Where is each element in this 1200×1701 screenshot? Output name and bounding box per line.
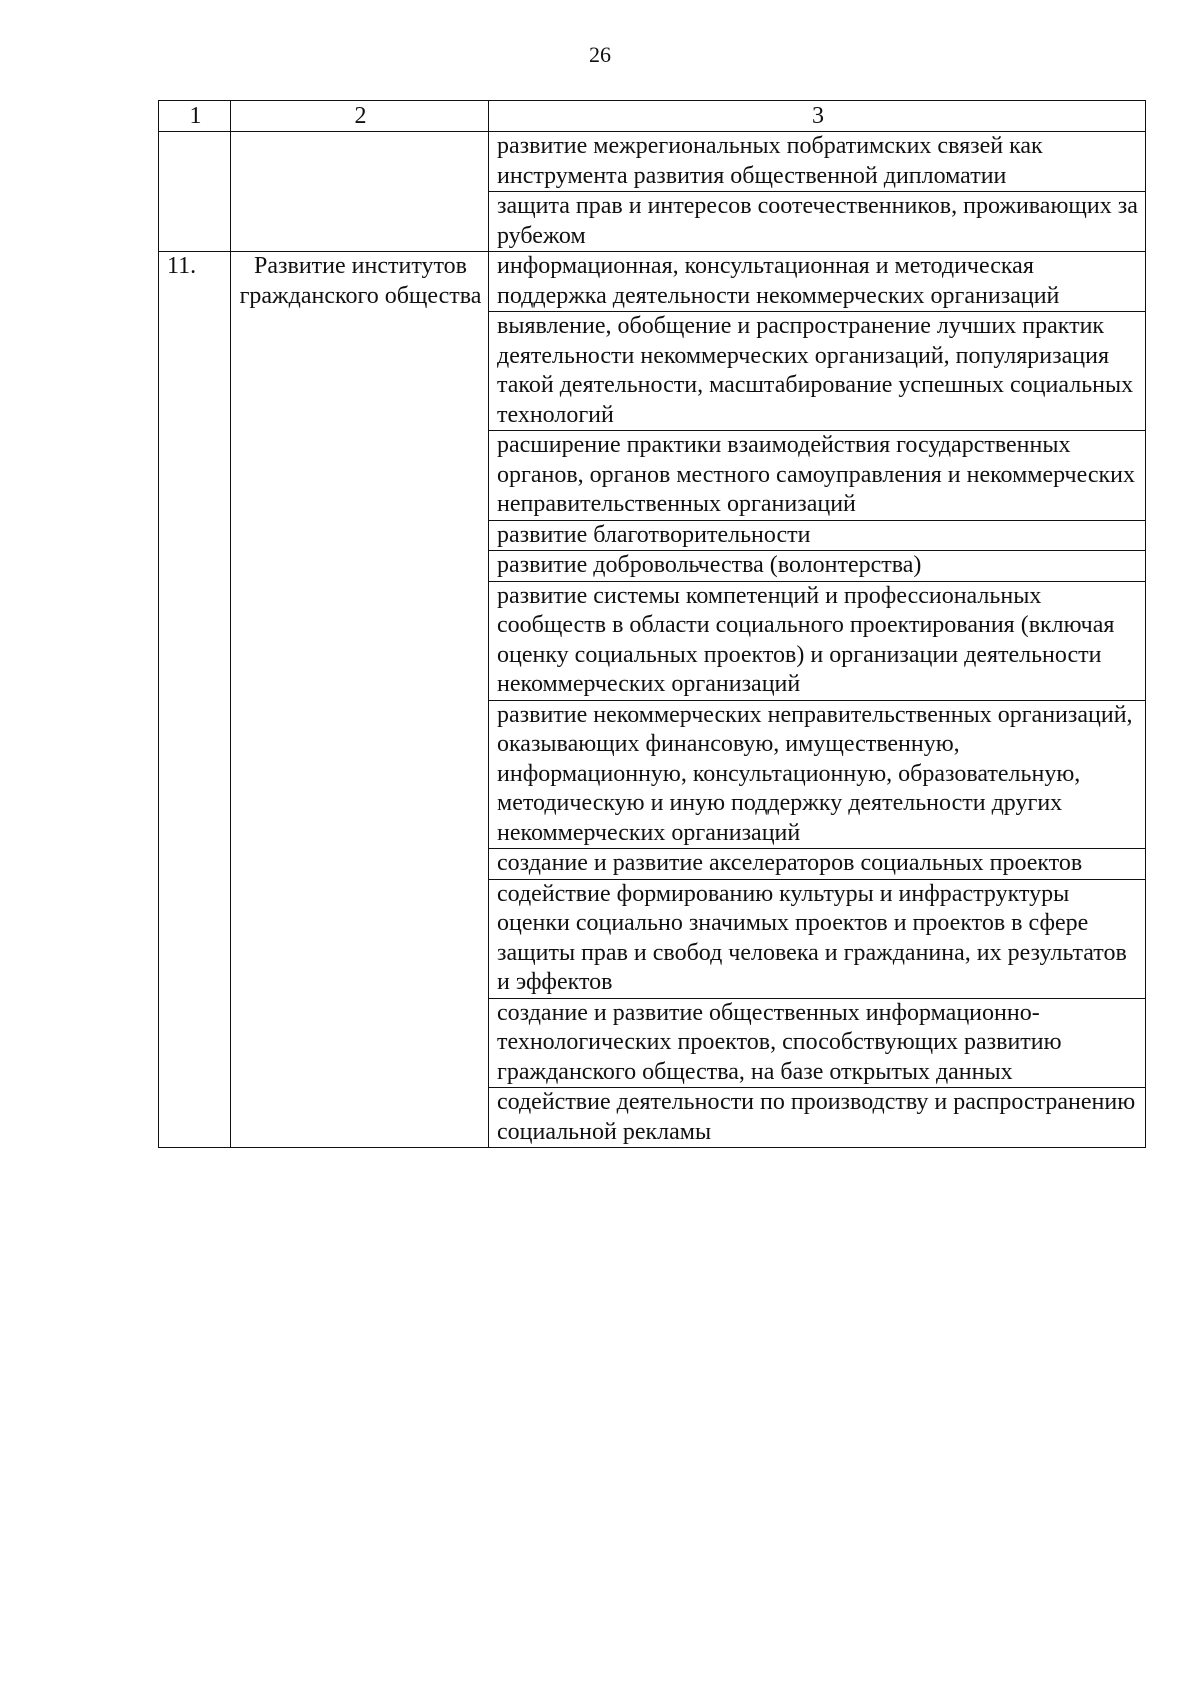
item-cell: развитие межрегиональных побратимских связей как инструмента развития общественной дипломатии <box>489 132 1146 192</box>
item-cell: выявление, обобщение и распространение лучших практик деятельности некоммерческих организаций, популяризация такой деятельности, масштабирование успешных социальных технологий <box>489 312 1146 431</box>
header-col-2: 2 <box>231 101 489 132</box>
item-cell: защита прав и интересов соотечественников, проживающих за рубежом <box>489 192 1146 252</box>
section-title-cell: Развитие институтов гражданского общества <box>231 252 489 1148</box>
item-cell: расширение практики взаимодействия государственных органов, органов местного самоуправления и некоммерческих неправительственных организаций <box>489 431 1146 521</box>
item-cell: содействие формированию культуры и инфраструктуры оценки социально значимых проектов и проектов в сфере защиты прав и свобод человека и гражданина, их результатов и эффектов <box>489 879 1146 998</box>
continuation-section-cell <box>231 132 489 252</box>
section-number-cell: 11. <box>159 252 231 1148</box>
item-cell: создание и развитие общественных информационно-технологических проектов, способствующих развитию гражданского общества, на базе открытых данных <box>489 998 1146 1088</box>
item-cell: содействие деятельности по производству и распространению социальной рекламы <box>489 1088 1146 1148</box>
plan-table <box>158 100 1146 1148</box>
item-cell: развитие системы компетенций и профессиональных сообществ в области социального проектирования (включая оценку социальных проектов) и организации деятельности некоммерческих организаций <box>489 581 1146 700</box>
item-cell: создание и развитие акселераторов социальных проектов <box>489 849 1146 880</box>
header-col-3: 3 <box>489 101 1146 132</box>
page-number: 26 <box>589 42 611 67</box>
header-col-1: 1 <box>159 101 231 132</box>
table-row <box>159 252 1146 312</box>
item-cell: развитие благотворительности <box>489 520 1146 551</box>
continuation-num-cell <box>159 132 231 252</box>
item-cell: информационная, консультационная и методическая поддержка деятельности некоммерческих организаций <box>489 252 1146 312</box>
item-cell: развитие некоммерческих неправительственных организаций, оказывающих финансовую, имущественную, информационную, консультационную, образовательную, методическую и иную поддержку деятельности других некоммерческих организаций <box>489 700 1146 849</box>
table-header-row <box>159 101 1146 132</box>
item-cell: развитие добровольчества (волонтерства) <box>489 551 1146 582</box>
table-row <box>159 132 1146 192</box>
